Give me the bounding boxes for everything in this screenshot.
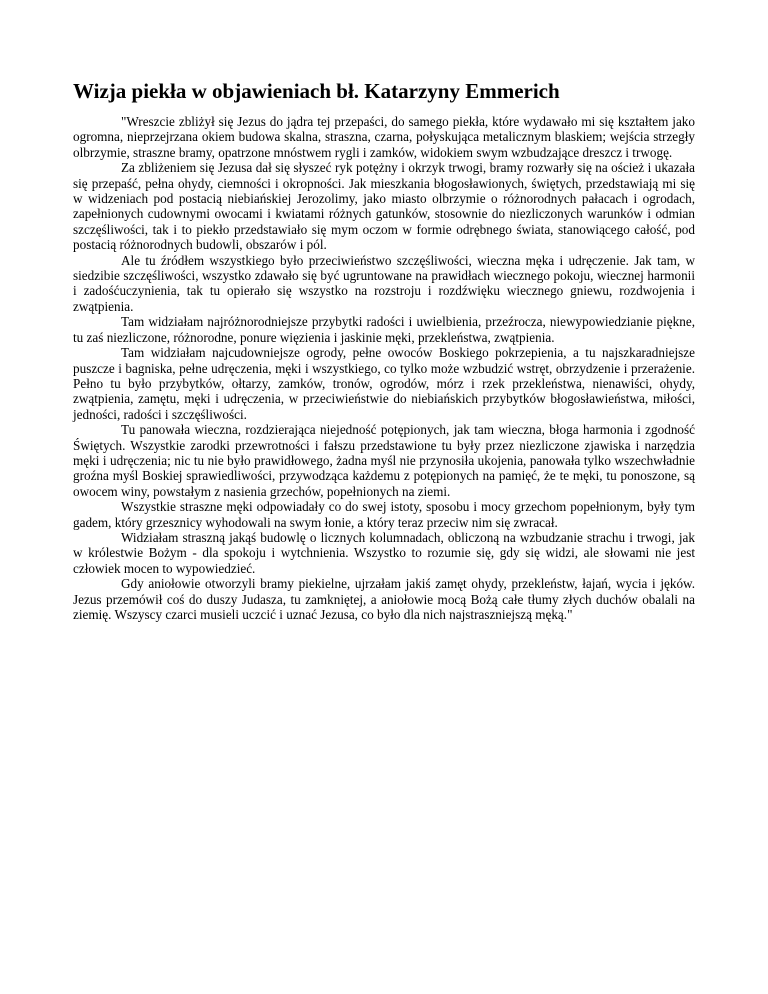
document-body — [73, 114, 695, 622]
paragraph-8: Widziałam straszną jakąś budowlę o licznych kolumnadach, obliczoną na wzbudzanie strachu i trwogi, jak w królestwie Bożym - dla spokoju i wytchnienia. Wszystko to rozumie się, gdy się widzi, ale słowami nie jest człowiek mocen to wypowiedzieć. — [73, 529, 695, 576]
paragraph-2: Za zbliżeniem się Jezusa dał się słyszeć ryk potężny i okrzyk trwogi, bramy rozwarły się na oścież i ukazała się przepaść, pełna ohydy, ciemności i okropności. Jak mieszkania błogosławionych, świętych, przedstawiają mi się w widzeniach pod postacią niebiańskiej Jerozolimy, jako miasto olbrzymie o różnorodnych pałacach i ogrodach, zapełnionych cudownymi owocami i kwiatami różnych gatunków, stosownie do niezliczonych warunków i odmian szczęśliwości, tak i to piekło przedstawiało się mym oczom w formie odrębnego świata, stanowiącego całość, pod postacią różnorodnych budowli, obszarów i pól. — [73, 160, 695, 253]
paragraph-6: Tu panowała wieczna, rozdzierająca niejedność potępionych, jak tam wieczna, błoga harmonia i zgodność Świętych. Wszystkie zarodki przewrotności i fałszu przedstawione tu były przez niezliczone zjawiska i narzędzia męki i udręczenia; nic tu nie było prawidłowego, żadna myśl nie przynosiła ukojenia, panowała tylko wszechwładnie groźna myśl Boskiej sprawiedliwości, przywodząca każdemu z potępionych na pamięć, że te męki, tu ponoszone, są owocem winy, powstałym z nasienia grzechów, popełnionych na ziemi. — [73, 422, 695, 499]
paragraph-7: Wszystkie straszne męki odpowiadały co do swej istoty, sposobu i mocy grzechom popełnionym, były tym gadem, który grzesznicy wyhodowali na swym łonie, a który teraz przeciw nim się zwracał. — [73, 499, 695, 530]
paragraph-5: Tam widziałam najcudowniejsze ogrody, pełne owoców Boskiego pokrzepienia, a tu najszkaradniejsze puszcze i bagniska, pełne udręczenia, męki i wszystkiego, co tylko może wzbudzić wstręt, obrzydzenie i przerażenie. Pełno tu było przybytków, ołtarzy, zamków, tronów, ogrodów, mórz i rzek przekleństwa, nienawiści, ohydy, zwątpienia, zamętu, męki i udręczenia, w przeciwieństwie do niebiańskich przybytków błogosławieństwa, miłości, jedności, radości i szczęśliwości. — [73, 345, 695, 422]
paragraph-1: "Wreszcie zbliżył się Jezus do jądra tej przepaści, do samego piekła, które wydawało mi się kształtem jako ogromna, nieprzejrzana okiem budowa skalna, straszna, czarna, połyskująca metalicznym blaskiem; wejścia strzegły olbrzymie, straszne bramy, opatrzone mnóstwem rygli i zamków, widokiem swym wzbudzające dreszcz i trwogę. — [73, 114, 695, 160]
document-page — [73, 78, 695, 622]
paragraph-4: Tam widziałam najróżnorodniejsze przybytki radości i uwielbienia, przeźrocza, niewypowiedzianie piękne, tu zaś niezliczone, różnorodne, ponure więzienia i jaskinie męki, przekleństwa, zwątpienia. — [73, 314, 695, 345]
paragraph-3: Ale tu źródłem wszystkiego było przeciwieństwo szczęśliwości, wieczna męka i udręczenie. Jak tam, w siedzibie szczęśliwości, wszystko zdawało się być ugruntowane na prawidłach wiecznego pokoju, wiecznej harmonii i zadośćuczynienia, tak tu opierało się wszystko na rozstroju i rozdźwięku wiecznego gniewu, rozdwojenia i zwątpienia. — [73, 252, 695, 314]
document-title: Wizja piekła w objawieniach bł. Katarzyny Emmerich — [73, 79, 560, 103]
paragraph-9: Gdy aniołowie otworzyli bramy piekielne, ujrzałam jakiś zamęt ohydy, przekleństw, łajań, wycia i jęków. Jezus przemówił coś do duszy Judasza, tu zamkniętej, a aniołowie mocą Bożą całe tłumy złych duchów obalali na ziemię. Wszyscy czarci musieli uczcić i uznać Jezusa, co było dla nich najstraszniejszą męką." — [73, 576, 695, 622]
